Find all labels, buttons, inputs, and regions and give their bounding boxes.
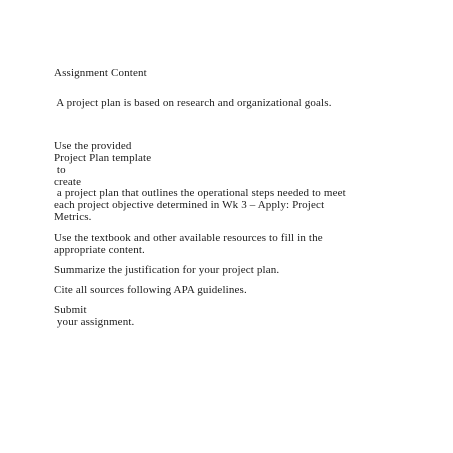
- instruction-line: a project plan that outlines the operational steps needed to meet: [54, 187, 346, 199]
- textbook-paragraph-line: appropriate content.: [54, 244, 145, 256]
- submit-line: Submit: [54, 304, 87, 316]
- cite-paragraph: Cite all sources following APA guidelines.: [54, 284, 247, 296]
- submit-line: your assignment.: [54, 316, 135, 328]
- instruction-line: Use the provided: [54, 140, 132, 152]
- intro-paragraph: A project plan is based on research and organizational goals.: [54, 97, 332, 109]
- instruction-line: create: [54, 176, 82, 188]
- instruction-line: Project Plan template: [54, 152, 152, 164]
- textbook-paragraph-line: Use the textbook and other available resources to fill in the: [54, 232, 323, 244]
- document-heading: Assignment Content: [54, 67, 147, 79]
- instruction-line: Metrics.: [54, 211, 92, 223]
- instruction-line: to: [54, 164, 66, 176]
- instruction-line: each project objective determined in Wk 3 – Apply: Project: [54, 199, 325, 211]
- summarize-paragraph: Summarize the justification for your project plan.: [54, 264, 280, 276]
